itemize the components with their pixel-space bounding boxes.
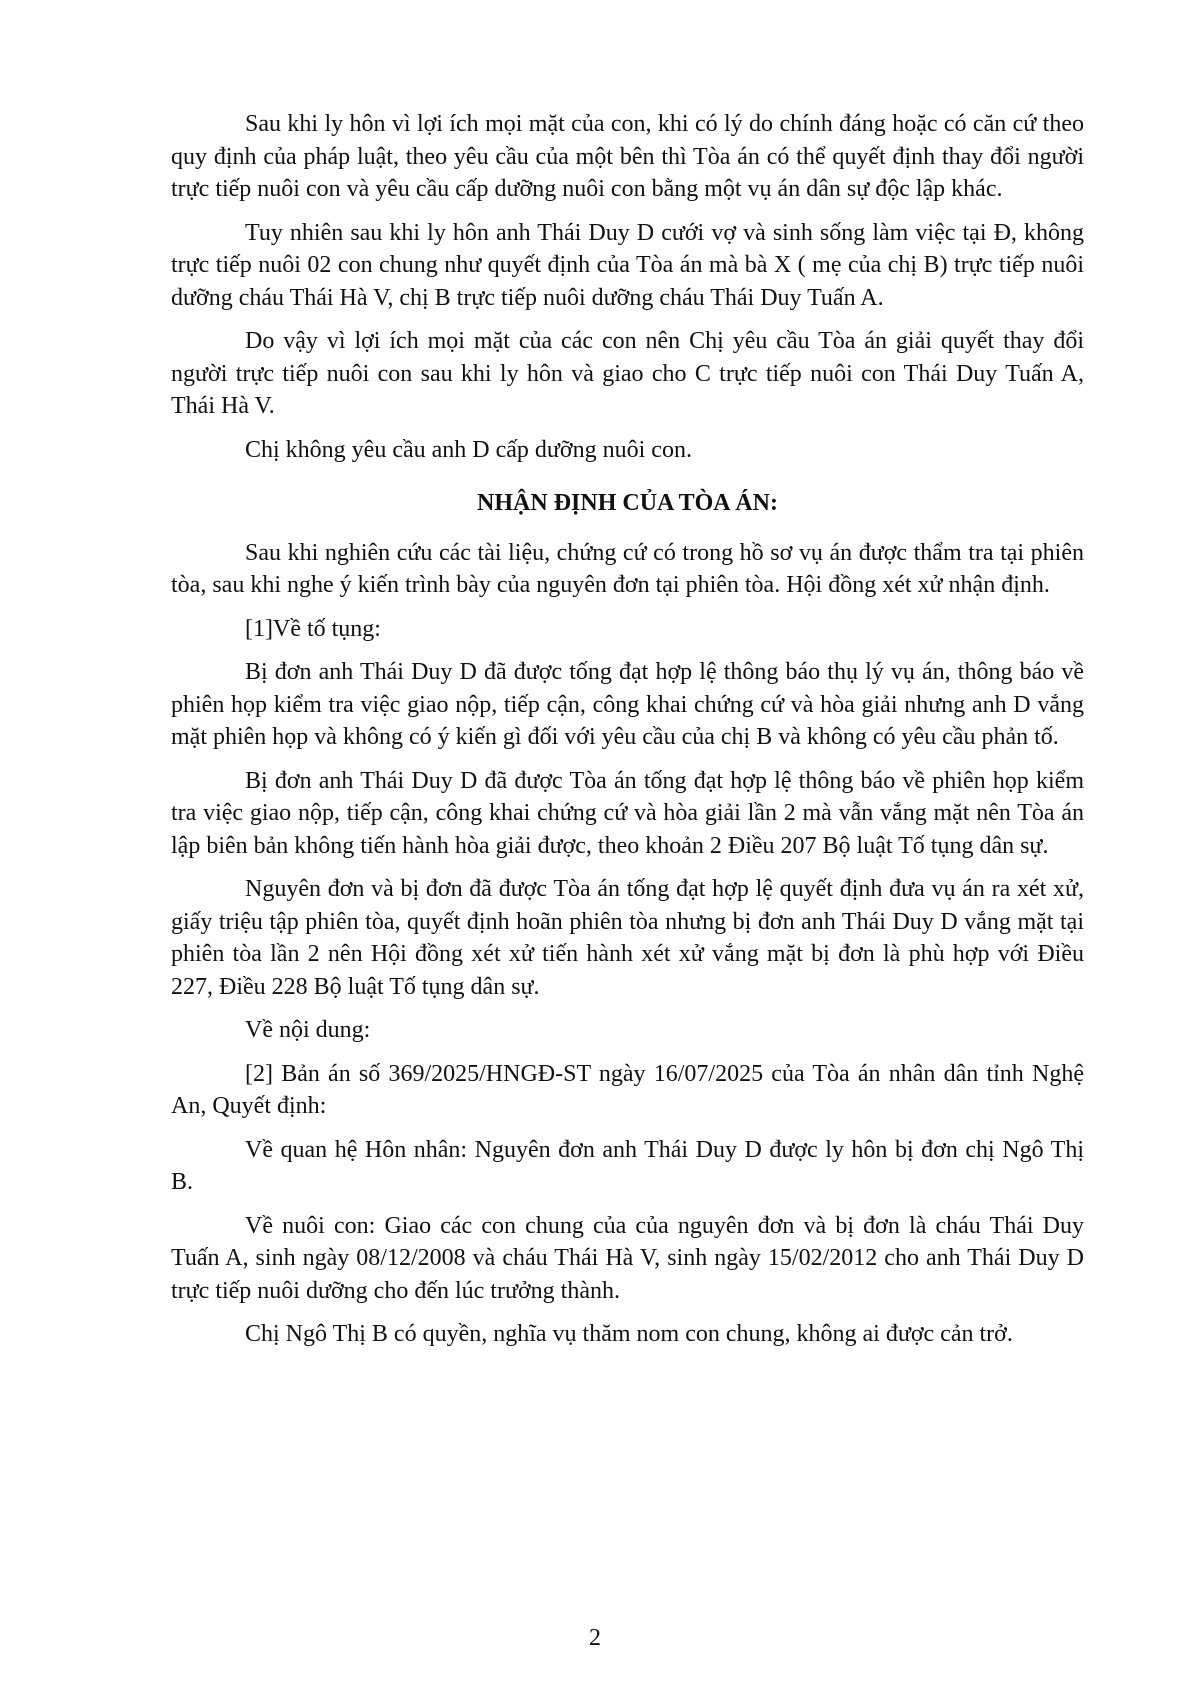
paragraph: [1]Về tố tụng:	[245, 615, 381, 642]
paragraph: Tuy nhiên sau khi ly hôn anh Thái Duy D cưới vợ và sinh sống làm việc tại Đ, không trực tiếp nuôi 02 con chung như quyết định của Tòa án mà bà X ( mẹ của chị B) trực tiếp nuôi dưỡng cháu Thái Hà V, chị B trực tiếp nuôi dưỡng cháu Thái Duy Tuấn A.	[171, 219, 1084, 311]
document-body	[171, 108, 1084, 1362]
paragraph: Do vậy vì lợi ích mọi mặt của các con nên Chị yêu cầu Tòa án giải quyết thay đổi người trực tiếp nuôi con sau khi ly hôn và giao cho C trực tiếp nuôi con Thái Duy Tuấn A, Thái Hà V.	[171, 328, 1084, 419]
paragraph: Sau khi ly hôn vì lợi ích mọi mặt của con, khi có lý do chính đáng hoặc có căn cứ theo quy định của pháp luật, theo yêu cầu của một bên thì Tòa án có thể quyết định thay đổi người trực tiếp nuôi con và yêu cầu cấp dưỡng nuôi con bằng một vụ án dân sự độc lập khác.	[171, 111, 1084, 202]
paragraph: Về nuôi con: Giao các con chung của của nguyên đơn và bị đơn là cháu Thái Duy Tuấn A, sinh ngày 08/12/2008 và cháu Thái Hà V, sinh ngày 15/02/2012 cho anh Thái Duy D trực tiếp nuôi dưỡng cho đến lúc trưởng thành.	[171, 1212, 1084, 1304]
paragraph: [2] Bản án số 369/2025/HNGĐ-ST ngày 16/07/2025 của Tòa án nhân dân tỉnh Nghệ An, Quyết định:	[171, 1060, 1084, 1119]
paragraph: Bị đơn anh Thái Duy D đã được Tòa án tống đạt hợp lệ thông báo về phiên họp kiểm tra việc giao nộp, tiếp cận, công khai chứng cứ và hòa giải lần 2 mà vẫn vắng mặt nên Tòa án lập biên bản không tiến hành hòa giải được, theo khoản 2 Điều 207 Bộ luật Tố tụng dân sự.	[171, 767, 1084, 859]
paragraph: Bị đơn anh Thái Duy D đã được tống đạt hợp lệ thông báo thụ lý vụ án, thông báo về phiên họp kiểm tra việc giao nộp, tiếp cận, công khai chứng cứ và hòa giải nhưng anh D vắng mặt phiên họp và không có ý kiến gì đối với yêu cầu của chị B và không có yêu cầu phản tố.	[171, 659, 1084, 750]
paragraph: Về nội dung:	[245, 1017, 371, 1043]
paragraph: Về quan hệ Hôn nhân: Nguyên đơn anh Thái Duy D được ly hôn bị đơn chị Ngô Thị B.	[171, 1136, 1084, 1195]
section-heading: NHẬN ĐỊNH CỦA TÒA ÁN:	[477, 490, 778, 516]
paragraph: Nguyên đơn và bị đơn đã được Tòa án tống đạt hợp lệ quyết định đưa vụ án ra xét xử, giấy triệu tập phiên tòa, quyết định hoãn phiên tòa nhưng bị đơn anh Thái Duy D vắng mặt tại phiên tòa lần 2 nên Hội đồng xét xử tiến hành xét xử vắng mặt bị đơn là phù hợp với Điều 227, Điều 228 Bộ luật Tố tụng dân sự.	[171, 876, 1084, 1000]
paragraph: Chị không yêu cầu anh D cấp dưỡng nuôi con.	[245, 436, 692, 463]
paragraph: Sau khi nghiên cứu các tài liệu, chứng cứ có trong hồ sơ vụ án được thẩm tra tại phiên tòa, sau khi nghe ý kiến trình bày của nguyên đơn tại phiên tòa. Hội đồng xét xử nhận định.	[171, 539, 1084, 598]
paragraph: Chị Ngô Thị B có quyền, nghĩa vụ thăm nom con chung, không ai được cản trở.	[245, 1321, 1013, 1347]
page-number: 2	[589, 1625, 601, 1651]
